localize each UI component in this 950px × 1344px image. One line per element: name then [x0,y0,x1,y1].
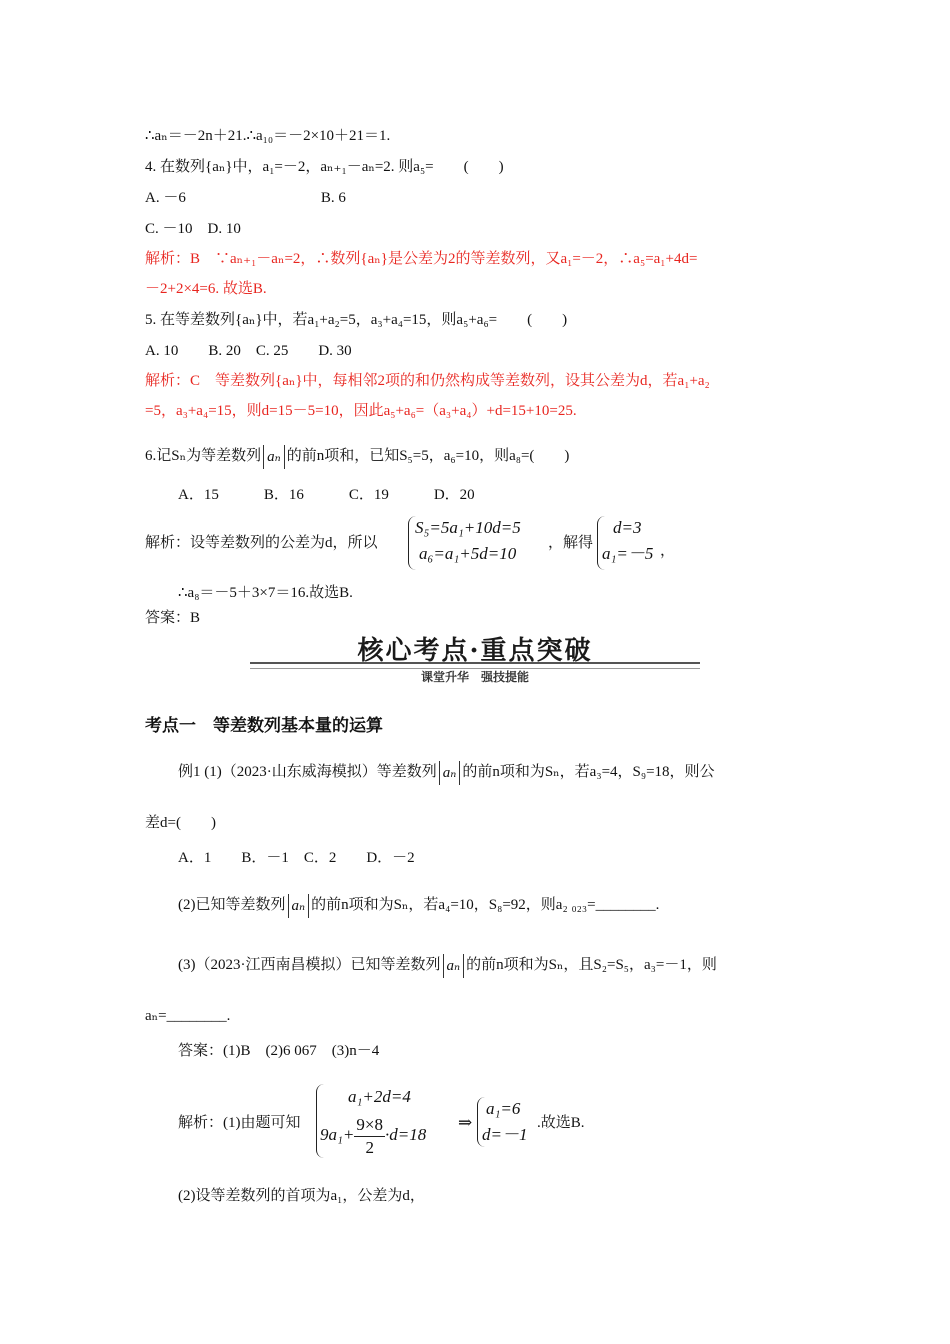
example-3-line-2: aₙ=________. [145,1008,231,1024]
question-6-solution-prefix: 解析：设等差数列的公差为d，所以 [145,535,378,551]
example-answers: 答案：(1)B (2)6 067 (3)n－4 [178,1043,380,1059]
question-4-solution-line-1: 解析：B ∵aₙ₊₁－aₙ=2，∴数列{aₙ}是公差为2的等差数列，又a₁=－2，∴a₅=a₁+4d= [145,251,698,267]
example-1-part-1 [178,760,715,785]
question-4-options-ab: A. －6 B. 6 [145,190,346,206]
fraction [354,1114,385,1159]
question-6-solution-end: ， [660,543,676,559]
fraction-denominator: 2 [365,1137,374,1157]
question-4: 4. 在数列{aₙ}中，a₁=－2，aₙ₊₁－aₙ=2. 则a₅= ( ) [145,159,504,175]
example-1-suffix: 的前n项和为Sₙ，若a₃=4，S₉=18，则公 [462,764,715,780]
question-6-prefix: 6.记Sₙ为等差数列 [145,448,262,464]
ex-solution-eq-1: a₁=6 [486,1099,521,1118]
section-banner-title: 核心考点·重点突破 [357,636,593,666]
example-2-solution: (2)设等差数列的首项为a₁，公差为d， [178,1188,425,1204]
ex-eq-2-prefix: 9a₁+ [320,1125,355,1144]
sequence-notation: aₙ [263,445,285,469]
sequence-notation: aₙ [439,761,461,785]
example-solution-prefix: 解析：(1)由题可知 [178,1115,301,1131]
q6-system-eq-1: S₅=5a₁+10d=5 [415,518,521,537]
example-3-prefix: (3)（2023·江西南昌模拟）已知等差数列 [178,957,441,973]
question-5-solution-line-2: =5，a₃+a₄=15，则d=15－5=10，因此a₅+a₆=（a₃+a₄）+d=15+10=25. [145,403,577,419]
q6-solution-eq-2: a₁=－5 [602,544,654,563]
sequence-notation: aₙ [288,894,310,918]
fraction-numerator: 9×8 [354,1114,385,1137]
example-1-part-3 [178,953,717,978]
example-1-line-2: 差d=( ) [145,815,216,831]
ex-solution-eq-2: d=－1 [482,1125,528,1144]
example-1-prefix: 例1 (1)（2023·山东威海模拟）等差数列 [178,764,437,780]
example-solution-end: .故选B. [537,1115,585,1131]
question-5: 5. 在等差数列{aₙ}中，若a₁+a₂=5，a₃+a₄=15，则a₅+a₆= ( ) [145,312,568,328]
example-2-suffix: 的前n项和为Sₙ，若a₄=10，S₈=92，则a₂ ₀₂₃=________. [311,897,660,913]
line-a-n-formula: ∴aₙ＝－2n＋21.∴a₁₀＝－2×10＋21＝1. [145,128,391,144]
question-6-suffix: 的前n项和，已知S₅=5，a₆=10，则a₈=( ) [286,448,570,464]
example-2-prefix: (2)已知等差数列 [178,897,286,913]
example-1-options: A．1 B．－1 C．2 D．－2 [178,850,415,866]
question-6-answer: 答案：B [145,610,201,626]
ex-system-eq-1: a₁+2d=4 [348,1087,411,1106]
question-4-options-cd: C. －10 D. 10 [145,221,241,237]
question-5-solution-line-1: 解析：C 等差数列{aₙ}中，每相邻2项的和仍然构成等差数列，设其公差为d，若a₁+a₂ [145,373,710,389]
question-6-options: A．15 B．16 C．19 D．20 [178,487,475,503]
ex-eq-2-suffix: ·d=18 [384,1125,427,1144]
example-3-suffix: 的前n项和为Sₙ，且S₂=S₅，a₃=－1，则 [466,957,717,973]
q6-solution-eq-1: d=3 [613,518,642,537]
example-1-part-2 [178,893,659,918]
q6-system-eq-2: a₆=a₁+5d=10 [419,544,517,563]
question-5-options: A. 10 B. 20 C. 25 D. 30 [145,343,352,359]
question-6 [145,444,569,469]
sequence-notation: aₙ [443,954,465,978]
section-banner-subtitle: 课堂升华 强技提能 [420,670,529,684]
ex-system-eq-2 [320,1112,426,1159]
question-6-calc: ∴a₈＝－5＋3×7＝16.故选B. [178,585,353,601]
question-4-solution-line-2: －2+2×4=6. 故选B. [145,281,267,297]
section-heading: 考点一 等差数列基本量的运算 [145,716,383,736]
question-6-solution-mid: ，解得 [548,535,594,551]
implies-arrow: ⇒ [458,1113,473,1132]
